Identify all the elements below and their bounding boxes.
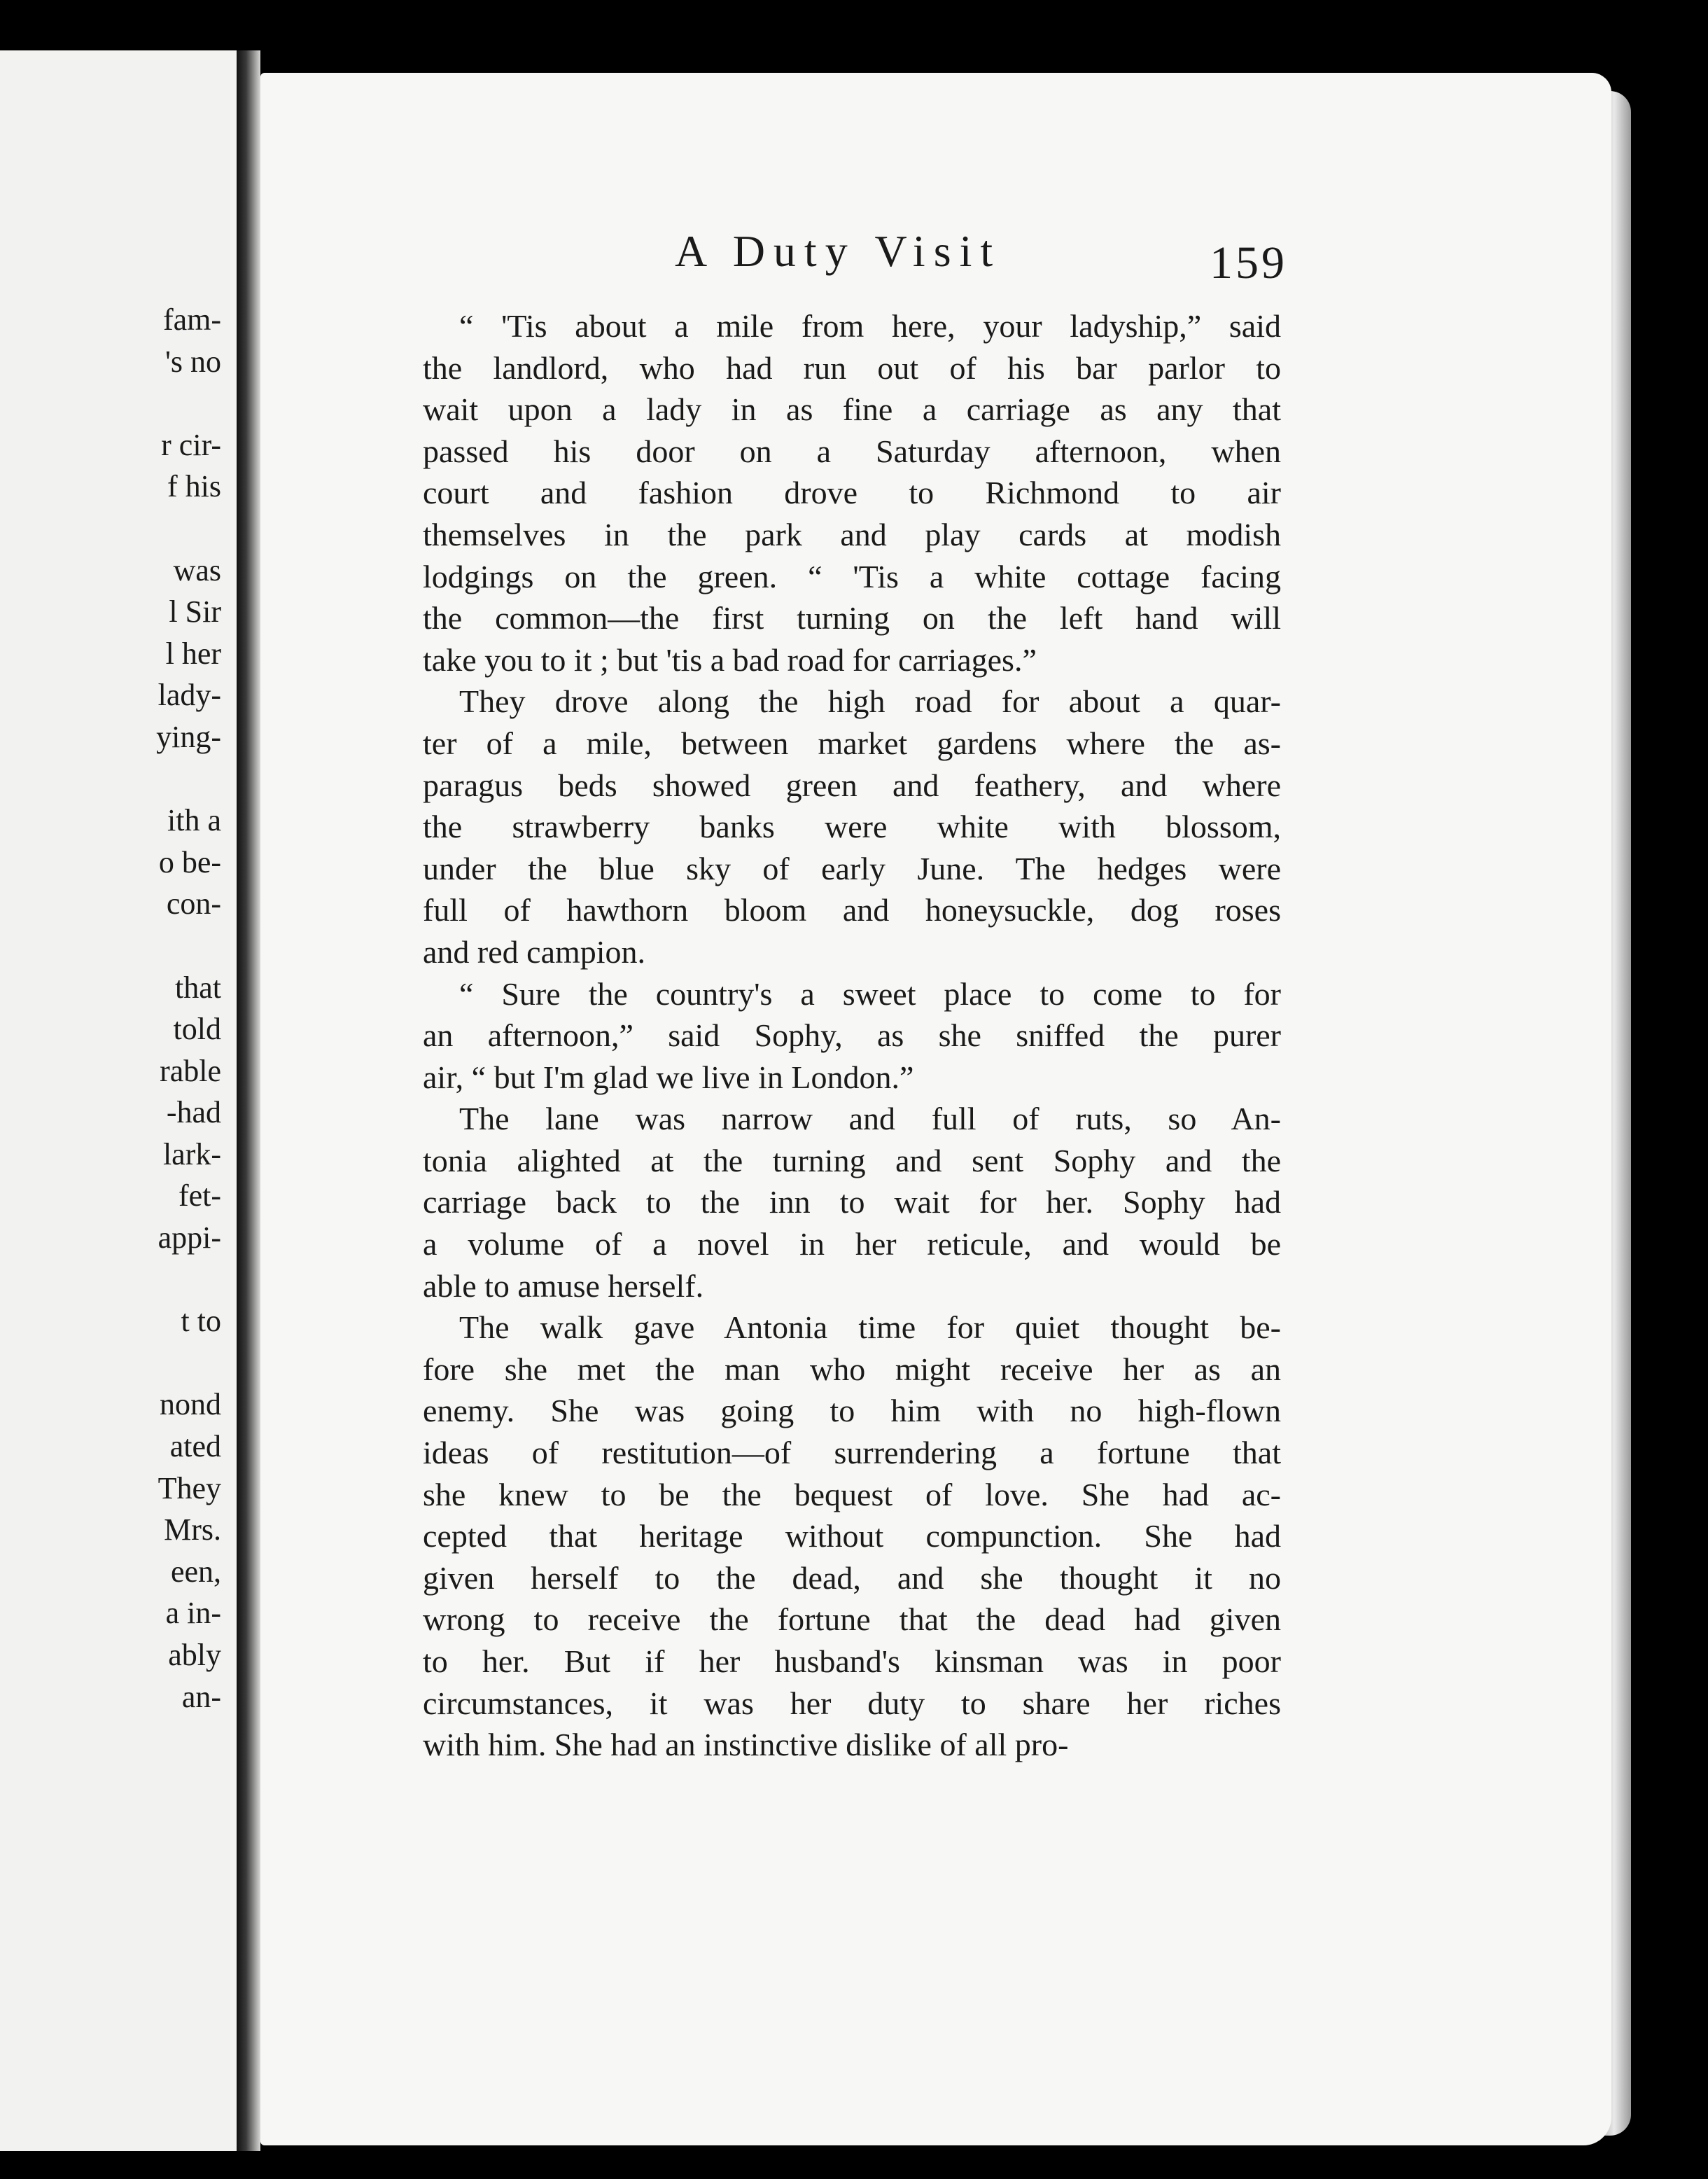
left-page-line: rable xyxy=(160,1053,221,1088)
text-line: paragus beds showed green and feathery, and where xyxy=(423,767,1281,803)
left-page-line xyxy=(156,925,221,967)
text-line: carriage back to the inn to wait for her. Sophy had xyxy=(423,1184,1281,1220)
left-page-line: that xyxy=(175,970,221,1005)
left-page-line xyxy=(156,1342,221,1384)
body-text xyxy=(423,305,1281,1766)
left-page-line: ably xyxy=(168,1638,221,1672)
book-gutter xyxy=(237,50,260,2151)
text-line: themselves in the park and play cards at modish xyxy=(423,516,1281,552)
text-line: “ Sure the country's a sweet place to come to for xyxy=(459,975,1281,1012)
text-line: able to amuse herself. xyxy=(423,1267,704,1304)
left-page-line: appi- xyxy=(158,1220,221,1255)
left-page-text xyxy=(156,299,221,1718)
text-line: air, “ but I'm glad we live in London.” xyxy=(423,1059,914,1095)
text-line: fore she met the man who might receive her as an xyxy=(423,1351,1281,1387)
left-page-line: l her xyxy=(165,636,221,671)
left-page-line: r cir- xyxy=(161,427,221,462)
text-line: The walk gave Antonia time for quiet thought be- xyxy=(459,1309,1281,1346)
left-page-line: een, xyxy=(170,1554,221,1589)
left-page-line: t to xyxy=(181,1304,221,1339)
text-line: enemy. She was going to him with no high-flown xyxy=(423,1393,1281,1429)
left-page-line: fam- xyxy=(162,302,221,337)
left-page-line xyxy=(156,758,221,800)
text-line: “ 'Tis about a mile from here, your ladyship,” said xyxy=(459,308,1281,344)
left-page-line: told xyxy=(173,1012,221,1047)
left-page-line: nond xyxy=(160,1387,221,1422)
left-page-line xyxy=(156,508,221,550)
text-line: tonia alighted at the turning and sent Sophy and the xyxy=(423,1142,1281,1178)
text-line: ter of a mile, between market gardens where the as- xyxy=(423,725,1281,761)
left-page-line: o be- xyxy=(158,844,221,879)
text-line: a volume of a novel in her reticule, and would be xyxy=(423,1226,1281,1262)
text-line: take you to it ; but 'tis a bad road for carriages.” xyxy=(423,641,1037,678)
left-page-line: lark- xyxy=(162,1136,221,1171)
text-line: ideas of restitution—of surrendering a fortune that xyxy=(423,1435,1281,1471)
left-page-line xyxy=(156,382,221,424)
text-line: she knew to be the bequest of love. She had ac- xyxy=(423,1476,1281,1512)
text-line: and red campion. xyxy=(423,933,646,970)
text-line: cepted that heritage without compunction. She had xyxy=(423,1518,1281,1554)
left-page-line: They xyxy=(158,1470,221,1505)
page-number: 159 xyxy=(1210,237,1287,288)
left-page-line: fet- xyxy=(178,1178,221,1213)
left-page-line: ated xyxy=(169,1429,221,1464)
running-head: A Duty Visit xyxy=(675,226,1002,276)
left-page-line: f his xyxy=(167,469,221,504)
left-page-line: ying- xyxy=(156,719,221,754)
text-line: lodgings on the green. “ 'Tis a white cottage facing xyxy=(423,558,1281,594)
text-line: wait upon a lady in as fine a carriage as any that xyxy=(423,391,1281,428)
left-page-line: Mrs. xyxy=(164,1512,221,1547)
left-page-line: an- xyxy=(181,1679,221,1714)
left-page-line: a in- xyxy=(165,1596,221,1631)
text-line: The lane was narrow and full of ruts, so An- xyxy=(459,1101,1281,1137)
left-page-line: -had xyxy=(166,1095,221,1130)
text-line: given herself to the dead, and she thought it no xyxy=(423,1559,1281,1596)
text-line: court and fashion drove to Richmond to air xyxy=(423,475,1281,511)
text-line: with him. She had an instinctive dislike of all pro- xyxy=(423,1727,1069,1763)
text-line: the landlord, who had run out of his bar parlor to xyxy=(423,349,1281,386)
left-page xyxy=(0,50,237,2151)
text-line: They drove along the high road for about a quar- xyxy=(459,683,1281,720)
left-page-line xyxy=(156,1259,221,1301)
text-line: the common—the first turning on the left hand will xyxy=(423,600,1281,636)
text-line: full of hawthorn bloom and honeysuckle, dog roses xyxy=(423,892,1281,928)
text-line: to her. But if her husband's kinsman was in poor xyxy=(423,1643,1281,1679)
left-page-line: l Sir xyxy=(169,594,221,629)
text-line: an afternoon,” said Sophy, as she sniffed the purer xyxy=(423,1017,1281,1054)
left-page-line: con- xyxy=(166,886,221,921)
left-page-line: ith a xyxy=(167,803,221,838)
text-line: under the blue sky of early June. The hedges were xyxy=(423,850,1281,886)
text-line: circumstances, it was her duty to share her riches xyxy=(423,1685,1281,1721)
text-line: passed his door on a Saturday afternoon, when xyxy=(423,433,1281,469)
left-page-line: lady- xyxy=(158,678,221,713)
left-page-line: 's no xyxy=(164,344,221,379)
text-line: wrong to receive the fortune that the dead had given xyxy=(423,1601,1281,1638)
text-line: the strawberry banks were white with blossom, xyxy=(423,809,1281,845)
left-page-line: was xyxy=(173,552,221,587)
